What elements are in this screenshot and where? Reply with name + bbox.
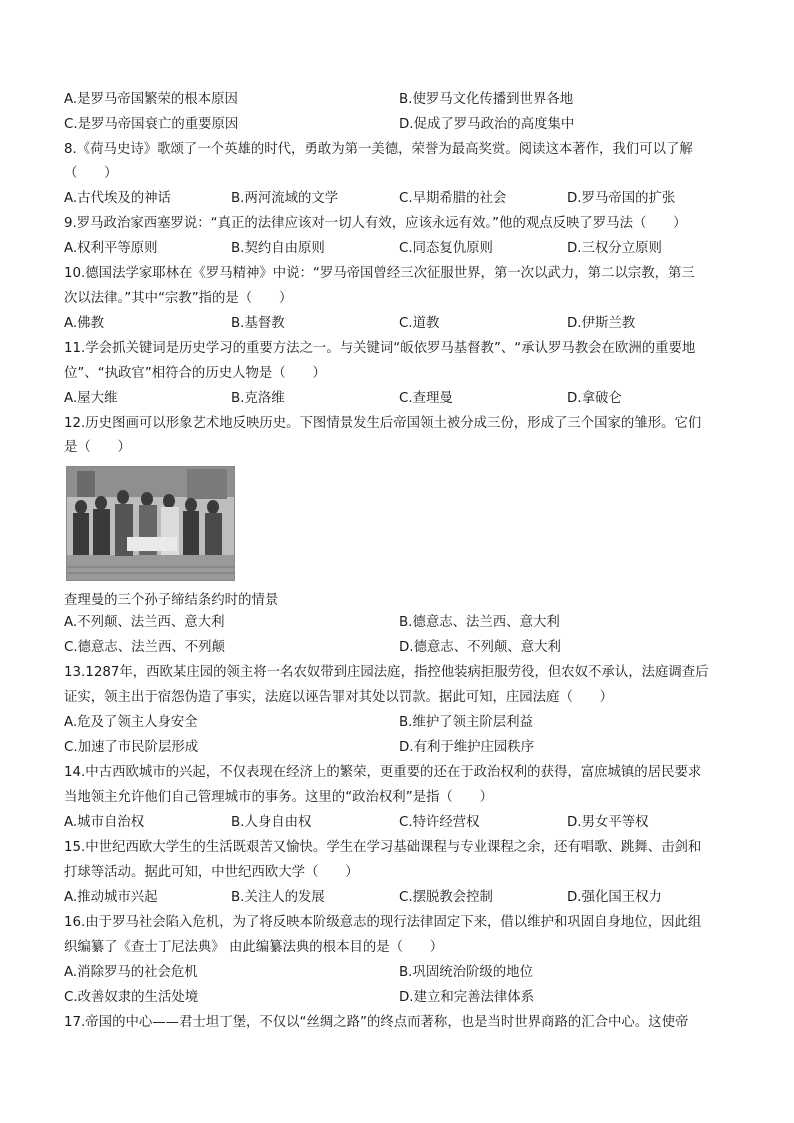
q15-stem-line1: 15.中世纪西欧大学生的生活既艰苦又愉快。学生在学习基础课程与专业课程之余，还有唱歌、跳舞、击剑和 — [64, 840, 702, 855]
q10-option-d: D.伊斯兰教 — [567, 316, 636, 331]
q10-option-b: B.基督教 — [231, 316, 285, 331]
q14-option-d: D.男女平等权 — [567, 815, 649, 830]
q16-option-d: D.建立和完善法律体系 — [399, 990, 535, 1005]
q14-option-a: A.城市自治权 — [64, 815, 145, 830]
q16-options-row2 — [64, 987, 744, 1009]
q10-options — [64, 313, 744, 335]
q8-stem-line1: 8.《荷马史诗》歌颂了一个英雄的时代，勇敢为第一美德，荣誉为最高奖赏。阅读这本著作，我们可以了解 — [64, 142, 693, 157]
q8-option-a: A.古代埃及的神话 — [64, 191, 171, 206]
q8-options — [64, 188, 744, 210]
q15-options — [64, 887, 744, 909]
q10-option-c: C.道教 — [399, 316, 440, 331]
figure-caption: 查理曼的三个孙子缔结条约时的情景 — [64, 593, 279, 608]
q7-option-d: D.促成了罗马政治的高度集中 — [399, 117, 575, 132]
q12-option-d: D.德意志、不列颠、意大利 — [399, 640, 561, 655]
q12-option-a: A.不列颠、法兰西、意大利 — [64, 615, 225, 630]
q7-options-row1 — [64, 89, 744, 111]
q13-options-row2 — [64, 737, 744, 759]
q11-option-d: D.拿破仑 — [567, 391, 622, 406]
q12-stem-line2: 是（ ） — [64, 440, 131, 455]
q12-stem-line1: 12.历史图画可以形象艺术地反映历史。下图情景发生后帝国领土被分成三份，形成了三个国家的雏形。它们 — [64, 416, 702, 431]
q11-option-b: B.克洛维 — [231, 391, 285, 406]
q16-stem-line1: 16.由于罗马社会陷入危机，为了将反映本阶级意志的现行法律固定下来，借以维护和巩固自身地位，因此组 — [64, 915, 702, 930]
q17-stem-line1: 17.帝国的中心——君士坦丁堡，不仅以“丝绸之路”的终点而著称，也是当时世界商路的汇合中心。这使帝 — [64, 1015, 689, 1030]
q16-option-b: B.巩固统治阶级的地位 — [399, 965, 533, 980]
q15-option-b: B.关注人的发展 — [231, 890, 325, 905]
q13-stem-line1: 13.1287年，西欧某庄园的领主将一名农奴带到庄园法庭，指控他装病拒服劳役，但农奴不承认，法庭调查后 — [64, 665, 709, 680]
q7-option-b: B.使罗马文化传播到世界各地 — [399, 92, 574, 107]
q7-option-a: A.是罗马帝国繁荣的根本原因 — [64, 92, 238, 107]
q13-option-c: C.加速了市民阶层形成 — [64, 740, 199, 755]
q7-options-row2 — [64, 114, 744, 136]
q8-stem-line2: （ ） — [64, 166, 118, 181]
q11-stem-line2: 位”、“执政官”相符合的历史人物是（ ） — [64, 366, 326, 381]
q11-stem-line1: 11.学会抓关键词是历史学习的重要方法之一。与关键词“皈依罗马基督教”、“承认罗马教会在欧洲的重要地 — [64, 341, 696, 356]
q8-option-d: D.罗马帝国的扩张 — [567, 191, 676, 206]
q14-options — [64, 812, 744, 834]
q8-option-b: B.两河流域的文学 — [231, 191, 339, 206]
q9-option-d: D.三权分立原则 — [567, 241, 662, 256]
q7-option-c: C.是罗马帝国衰亡的重要原因 — [64, 117, 239, 132]
q10-option-a: A.佛教 — [64, 316, 104, 331]
q12-option-b: B.德意志、法兰西、意大利 — [399, 615, 560, 630]
q12-options-row2 — [64, 637, 744, 659]
q14-option-c: C.特许经营权 — [399, 815, 480, 830]
q13-stem-line2: 证实，领主出于宿怨伪造了事实，法庭以诬告罪对其处以罚款。据此可知，庄园法庭（ ） — [64, 690, 614, 705]
q9-option-a: A.权利平等原则 — [64, 241, 158, 256]
q11-options — [64, 388, 744, 410]
q13-option-d: D.有利于维护庄园秩序 — [399, 740, 535, 755]
q14-stem-line1: 14.中古西欧城市的兴起，不仅表现在经济上的繁荣，更重要的还在于政治权利的获得，富庶城镇的居民要求 — [64, 765, 702, 780]
q16-option-a: A.消除罗马的社会危机 — [64, 965, 198, 980]
q8-option-c: C.早期希腊的社会 — [399, 191, 507, 206]
q11-option-c: C.查理曼 — [399, 391, 453, 406]
q13-option-b: B.维护了领主阶层利益 — [399, 715, 533, 730]
q9-options — [64, 238, 744, 260]
engraving-illustration-icon — [67, 467, 234, 580]
q9-option-b: B.契约自由原则 — [231, 241, 325, 256]
q15-option-c: C.摆脱教会控制 — [399, 890, 493, 905]
q13-options-row1 — [64, 712, 744, 734]
q13-option-a: A.危及了领主人身安全 — [64, 715, 198, 730]
q9-stem-line1: 9.罗马政治家西塞罗说：“真正的法律应该对一切人有效，应该永远有效。”他的观点反映了罗马法（ ） — [64, 216, 687, 231]
q14-stem-line2: 当地领主允许他们自己管理城市的事务。这里的“政治权利”是指（ ） — [64, 790, 493, 805]
q15-stem-line2: 打球等活动。据此可知，中世纪西欧大学（ ） — [64, 865, 359, 880]
q12-option-c: C.德意志、法兰西、不列颠 — [64, 640, 225, 655]
treaty-engraving-image — [66, 466, 235, 581]
q16-option-c: C.改善奴隶的生活处境 — [64, 990, 199, 1005]
q16-options-row1 — [64, 962, 744, 984]
q10-stem-line1: 10.德国法学家耶林在《罗马精神》中说：“罗马帝国曾经三次征服世界，第一次以武力，第二以宗教，第三 — [64, 266, 695, 281]
q9-option-c: C.同态复仇原则 — [399, 241, 493, 256]
q12-options-row1 — [64, 612, 744, 634]
q14-option-b: B.人身自由权 — [231, 815, 312, 830]
q15-option-d: D.强化国王权力 — [567, 890, 662, 905]
q11-option-a: A.屋大维 — [64, 391, 118, 406]
q15-option-a: A.推动城市兴起 — [64, 890, 158, 905]
q10-stem-line2: 次以法律。”其中“宗教”指的是（ ） — [64, 291, 293, 306]
q16-stem-line2: 织编纂了《查士丁尼法典》 由此编纂法典的根本目的是（ ） — [64, 940, 444, 955]
